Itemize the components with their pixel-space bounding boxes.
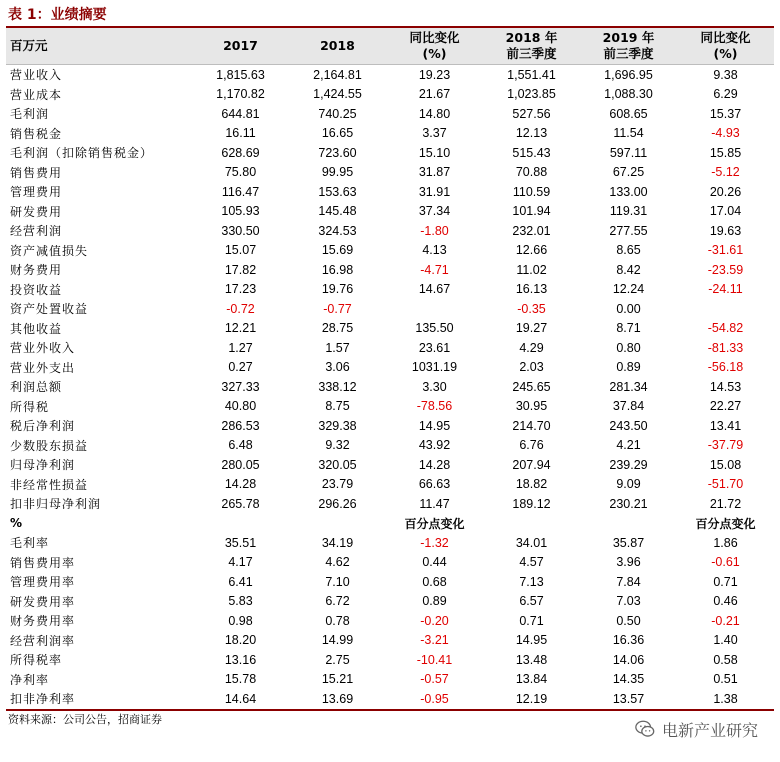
row-label: %	[10, 516, 24, 531]
cell-value: 0.71	[519, 613, 544, 628]
row-label: 毛利率	[10, 536, 50, 551]
row-label: 营业收入	[10, 68, 63, 83]
cell-value: 14.67	[418, 282, 451, 297]
cell-value: 15.21	[321, 672, 354, 687]
cell-value: 330.50	[221, 223, 260, 238]
cell-value: 31.91	[418, 184, 451, 199]
section-row	[6, 514, 774, 534]
table-row	[6, 377, 774, 397]
cell-value: 14.99	[321, 633, 354, 648]
cell-value: 1,424.55	[313, 87, 362, 102]
table-row	[6, 592, 774, 612]
cell-value: 17.04	[709, 204, 742, 219]
cell-value: 12.24	[612, 282, 645, 297]
cell-value: 286.53	[221, 418, 260, 433]
row-label: 销售税金	[10, 126, 63, 141]
row-label: 扣非净利率	[10, 692, 76, 707]
cell-value: 133.00	[609, 184, 648, 199]
cell-value: 13.41	[709, 418, 742, 433]
cell-value: -4.93	[711, 126, 740, 141]
cell-value: 34.01	[515, 535, 548, 550]
cell-value: 4.62	[325, 555, 350, 570]
table-row	[6, 319, 774, 339]
table-row	[6, 475, 774, 495]
table-row	[6, 182, 774, 202]
cell-value: 6.76	[519, 438, 544, 453]
cell-value: 21.67	[418, 87, 451, 102]
cell-value: 23.79	[321, 477, 354, 492]
watermark	[634, 716, 758, 742]
row-label: 财务费用	[10, 263, 63, 278]
table-title: 表 1：业绩摘要	[8, 7, 107, 23]
cell-value: 6.72	[325, 594, 350, 609]
cell-value: 21.72	[709, 496, 742, 511]
table-row	[6, 611, 774, 631]
cell-value: 34.19	[321, 535, 354, 550]
cell-value: 8.71	[616, 321, 641, 336]
cell-value: 6.29	[713, 87, 738, 102]
row-label: 经营利润率	[10, 633, 76, 648]
table-row	[6, 436, 774, 456]
cell-value: 37.84	[612, 399, 645, 414]
cell-value: 6.48	[228, 438, 253, 453]
cell-value: -54.82	[707, 321, 744, 336]
cell-value: 15.69	[321, 243, 354, 258]
table-row	[6, 397, 774, 417]
header-col-2017	[192, 28, 289, 65]
cell-value: 15.08	[709, 457, 742, 472]
cell-value: 43.92	[418, 438, 451, 453]
cell-value: 35.51	[224, 535, 257, 550]
row-label: 非经常性损益	[10, 477, 89, 492]
cell-value: 14.35	[612, 672, 645, 687]
table-row	[6, 553, 774, 573]
cell-value: 1,088.30	[604, 87, 653, 102]
cell-value: 31.87	[418, 165, 451, 180]
table-row	[6, 202, 774, 222]
cell-value: 527.56	[512, 106, 551, 121]
cell-value: 16.65	[321, 126, 354, 141]
cell-value: 16.11	[225, 126, 256, 141]
table-row	[6, 338, 774, 358]
cell-value: 13.57	[612, 691, 645, 706]
cell-value: 37.34	[418, 204, 451, 219]
cell-value: 8.42	[616, 262, 641, 277]
cell-value: 99.95	[321, 165, 354, 180]
cell-value: -78.56	[416, 399, 453, 414]
table-row	[6, 670, 774, 690]
header-label: 百万元	[6, 28, 192, 65]
cell-value: 14.53	[709, 379, 742, 394]
cell-value: 17.23	[224, 282, 257, 297]
cell-value: 2.03	[519, 360, 544, 375]
cell-value: 13.84	[515, 672, 548, 687]
header-line: 前三季度	[603, 46, 654, 61]
table-row	[6, 280, 774, 300]
cell-value: 3.06	[325, 360, 350, 375]
cell-value: 207.94	[512, 457, 551, 472]
cell-value: 0.27	[228, 360, 253, 375]
cell-value: 百分点变化	[404, 516, 465, 531]
cell-value: 3.37	[422, 126, 447, 141]
cell-value: 7.84	[616, 574, 641, 589]
cell-value: 22.27	[709, 399, 742, 414]
cell-value: 4.17	[228, 555, 253, 570]
cell-value: 12.13	[515, 126, 548, 141]
cell-value: 70.88	[515, 165, 548, 180]
cell-value: 2.75	[325, 652, 350, 667]
cell-value: 232.01	[512, 223, 551, 238]
table-row	[6, 358, 774, 378]
cell-value: 35.87	[612, 535, 645, 550]
cell-value: 14.95	[515, 633, 548, 648]
cell-value: 14.28	[224, 477, 257, 492]
cell-value: 0.51	[713, 672, 738, 687]
cell-value: 15.07	[224, 243, 257, 258]
row-label: 所得税率	[10, 653, 63, 668]
cell-value: 11.54	[613, 126, 644, 141]
cell-value: 245.65	[512, 379, 551, 394]
cell-value: 12.66	[515, 243, 548, 258]
table-row	[6, 455, 774, 475]
cell-value: 644.81	[221, 106, 260, 121]
wechat-icon	[634, 718, 656, 740]
header-line: 同比变化	[409, 30, 460, 45]
cell-value: 0.68	[422, 574, 447, 589]
cell-value: 329.38	[318, 418, 357, 433]
header-col-2018	[289, 28, 386, 65]
cell-value: 7.10	[325, 574, 350, 589]
cell-value: 5.83	[228, 594, 253, 609]
table-row	[6, 65, 774, 85]
row-label: 管理费用	[10, 185, 63, 200]
source-note: 资料来源：公司公告，招商证券	[8, 713, 162, 726]
row-label: 扣非归母净利润	[10, 497, 102, 512]
cell-value: 9.32	[325, 438, 350, 453]
table-row	[6, 143, 774, 163]
cell-value: -0.95	[420, 691, 449, 706]
table-row	[6, 104, 774, 124]
cell-value: -23.59	[707, 262, 744, 277]
row-label: 净利率	[10, 672, 50, 687]
cell-value: 1.27	[228, 340, 253, 355]
table-row	[6, 221, 774, 241]
cell-value: 265.78	[221, 496, 260, 511]
cell-value: 153.63	[318, 184, 357, 199]
cell-value: 239.29	[609, 457, 648, 472]
cell-value: 1.57	[325, 340, 350, 355]
cell-value: 0.89	[616, 360, 641, 375]
cell-value: 4.13	[422, 243, 447, 258]
cell-value: 15.10	[418, 145, 451, 160]
row-label: 管理费用率	[10, 575, 76, 590]
cell-value: 515.43	[512, 145, 551, 160]
table-row	[6, 650, 774, 670]
cell-value: -0.72	[226, 301, 255, 316]
cell-value: 6.41	[228, 574, 253, 589]
cell-value: 15.85	[709, 145, 742, 160]
cell-value: 18.20	[224, 633, 257, 648]
cell-value: 110.59	[512, 184, 551, 199]
cell-value: 14.06	[612, 652, 645, 667]
cell-value: -0.61	[711, 555, 740, 570]
cell-value: 8.75	[325, 399, 350, 414]
header-line: 同比变化	[700, 30, 751, 45]
cell-value: -37.79	[707, 438, 744, 453]
cell-value: 15.37	[709, 106, 742, 121]
cell-value: 12.19	[515, 691, 548, 706]
cell-value: 723.60	[318, 145, 357, 160]
cell-value: 327.33	[221, 379, 260, 394]
cell-value: 296.26	[318, 496, 357, 511]
table-row	[6, 85, 774, 105]
cell-value: 16.98	[321, 262, 354, 277]
cell-value: 0.89	[422, 594, 447, 609]
cell-value: 230.21	[609, 496, 648, 511]
cell-value: 105.93	[221, 204, 260, 219]
cell-value: 14.64	[224, 691, 257, 706]
cell-value: 8.65	[616, 243, 641, 258]
cell-value: -0.21	[711, 613, 740, 628]
cell-value: 11.02	[516, 262, 547, 277]
table-row	[6, 163, 774, 183]
row-label: 研发费用率	[10, 594, 76, 609]
cell-value	[192, 514, 289, 534]
watermark-text: 电新产业研究	[661, 720, 758, 740]
cell-value: 13.48	[515, 652, 548, 667]
cell-value: -24.11	[708, 282, 743, 297]
table-row	[6, 533, 774, 553]
cell-value: 66.63	[418, 477, 451, 492]
row-label: 资产减值损失	[10, 243, 89, 258]
cell-value: 16.36	[612, 633, 645, 648]
cell-value: 3.30	[422, 379, 447, 394]
cell-value: 14.28	[418, 457, 451, 472]
cell-value: 597.11	[609, 145, 648, 160]
header-row	[6, 28, 774, 65]
cell-value: -10.41	[416, 652, 453, 667]
cell-value: 12.21	[224, 321, 257, 336]
cell-value	[289, 514, 386, 534]
cell-value: 0.78	[325, 613, 350, 628]
row-label: 少数股东损益	[10, 438, 89, 453]
cell-value: -1.80	[420, 223, 449, 238]
header-col-2018q3	[483, 28, 580, 65]
table-row	[6, 689, 774, 709]
cell-value	[580, 514, 677, 534]
row-label: 销售费用	[10, 165, 63, 180]
header-line: 前三季度	[506, 46, 557, 61]
cell-value: 145.48	[318, 204, 357, 219]
row-label: 营业成本	[10, 87, 63, 102]
cell-value: 0.58	[713, 652, 738, 667]
cell-value: 9.09	[616, 477, 641, 492]
table-row	[6, 260, 774, 280]
cell-value: 0.44	[422, 555, 447, 570]
cell-value: 23.61	[418, 340, 451, 355]
row-label: 归母净利润	[10, 458, 76, 473]
cell-value: 1,815.63	[216, 67, 265, 82]
cell-value: 19.76	[321, 282, 354, 297]
cell-value: 1,696.95	[604, 67, 653, 82]
row-label: 营业外支出	[10, 360, 76, 375]
cell-value: 4.21	[616, 438, 641, 453]
cell-value: 1,023.85	[507, 87, 556, 102]
cell-value: 40.80	[224, 399, 257, 414]
cell-value: 20.26	[709, 184, 742, 199]
cell-value: 338.12	[318, 379, 357, 394]
header-line: 2017	[223, 38, 258, 53]
cell-value: -3.21	[420, 633, 449, 648]
cell-value: 189.12	[512, 496, 551, 511]
cell-value: -81.33	[707, 340, 744, 355]
cell-value: -5.12	[711, 165, 740, 180]
cell-value: -51.70	[707, 477, 744, 492]
cell-value: 1,551.41	[507, 67, 556, 82]
cell-value: -1.32	[420, 535, 449, 550]
cell-value: 280.05	[221, 457, 260, 472]
table-row	[6, 494, 774, 514]
cell-value: 324.53	[318, 223, 357, 238]
cell-value: 101.94	[512, 204, 551, 219]
header-col-yoy-q3	[677, 28, 774, 65]
row-label: 毛利润	[10, 107, 50, 122]
cell-value	[677, 299, 774, 319]
cell-value	[386, 299, 483, 319]
cell-value: 7.03	[616, 594, 641, 609]
cell-value: 19.63	[709, 223, 742, 238]
row-label: 财务费用率	[10, 614, 76, 629]
cell-value: 0.80	[616, 340, 641, 355]
cell-value: 1.38	[713, 691, 738, 706]
row-label: 投资收益	[10, 282, 63, 297]
cell-value: -56.18	[707, 360, 744, 375]
cell-value: 28.75	[321, 321, 354, 336]
cell-value: -4.71	[420, 262, 449, 277]
row-label: 所得税	[10, 399, 50, 414]
row-label: 研发费用	[10, 204, 63, 219]
cell-value: 2,164.81	[313, 67, 362, 82]
header-col-2019q3	[580, 28, 677, 65]
cell-value: 243.50	[609, 418, 648, 433]
cell-value: 4.29	[519, 340, 544, 355]
cell-value: 281.34	[609, 379, 648, 394]
cell-value: 30.95	[515, 399, 548, 414]
cell-value: 1.40	[713, 633, 738, 648]
cell-value: 19.27	[515, 321, 548, 336]
cell-value: 0.50	[616, 613, 641, 628]
row-label: 经营利润	[10, 224, 63, 239]
cell-value: 百分点变化	[695, 516, 756, 531]
cell-value: -0.35	[517, 301, 546, 316]
cell-value: -0.77	[323, 301, 352, 316]
cell-value: 628.69	[221, 145, 260, 160]
cell-value: 11.47	[419, 496, 450, 511]
row-label: 税后净利润	[10, 419, 76, 434]
header-col-yoy	[386, 28, 483, 65]
cell-value: 7.13	[519, 574, 544, 589]
header-line: 2019 年	[602, 30, 655, 45]
cell-value: 67.25	[612, 165, 645, 180]
cell-value: 13.16	[224, 652, 257, 667]
cell-value: 1.86	[713, 535, 738, 550]
cell-value: 18.82	[515, 477, 548, 492]
row-label: 资产处置收益	[10, 302, 89, 317]
cell-value: 608.65	[609, 106, 648, 121]
cell-value: 116.47	[221, 184, 260, 199]
cell-value: 17.82	[224, 262, 257, 277]
cell-value: 3.96	[616, 555, 641, 570]
cell-value: 19.23	[418, 67, 451, 82]
row-label: 毛利润（扣除销售税金）	[10, 146, 154, 161]
cell-value	[483, 514, 580, 534]
table-row	[6, 241, 774, 261]
cell-value: 0.98	[228, 613, 253, 628]
header-line: (%)	[713, 46, 738, 61]
cell-value: 75.80	[224, 165, 257, 180]
row-label: 营业外收入	[10, 341, 76, 356]
row-label: 利润总额	[10, 380, 63, 395]
table-row	[6, 124, 774, 144]
cell-value: 1,170.82	[216, 87, 265, 102]
cell-value: 14.80	[418, 106, 451, 121]
row-label: 销售费用率	[10, 555, 76, 570]
cell-value: -31.61	[707, 243, 744, 258]
cell-value: 740.25	[318, 106, 357, 121]
bottom-rule	[6, 709, 774, 711]
cell-value: 277.55	[609, 223, 648, 238]
cell-value: 214.70	[512, 418, 551, 433]
table-row	[6, 299, 774, 319]
cell-value: 0.71	[713, 574, 738, 589]
table-body	[6, 65, 774, 709]
cell-value: 14.95	[418, 418, 451, 433]
cell-value: 13.69	[321, 691, 354, 706]
header-line: 2018 年	[505, 30, 558, 45]
cell-value: -0.20	[420, 613, 449, 628]
cell-value: 6.57	[519, 594, 544, 609]
header-line: (%)	[422, 46, 447, 61]
table-row	[6, 416, 774, 436]
cell-value: 1031.19	[411, 360, 458, 375]
cell-value: 4.57	[519, 555, 544, 570]
cell-value: 0.46	[713, 594, 738, 609]
table-row	[6, 631, 774, 651]
cell-value: 16.13	[515, 282, 548, 297]
cell-value: 320.05	[318, 457, 357, 472]
cell-value: 0.00	[616, 301, 641, 316]
cell-value: 135.50	[415, 321, 454, 336]
row-label: 其他收益	[10, 321, 63, 336]
header-line: 2018	[320, 38, 355, 53]
cell-value: 119.31	[609, 204, 648, 219]
summary-table	[6, 28, 774, 709]
cell-value: -0.57	[420, 672, 449, 687]
cell-value: 9.38	[713, 67, 738, 82]
cell-value: 15.78	[224, 672, 257, 687]
table-row	[6, 572, 774, 592]
